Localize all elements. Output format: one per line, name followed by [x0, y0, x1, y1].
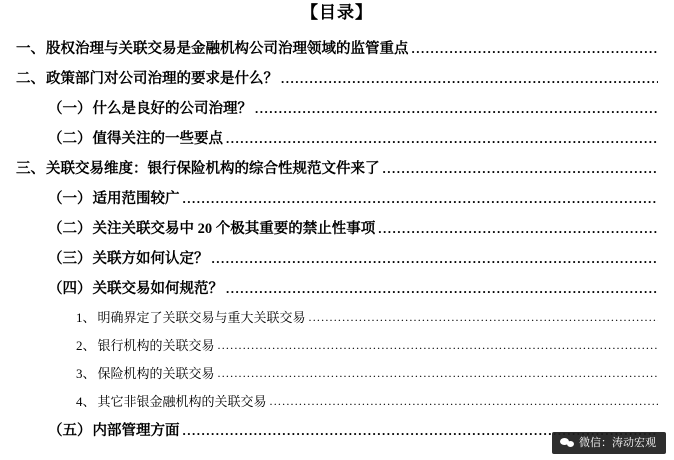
toc-entry[interactable] — [14, 298, 660, 326]
toc-leader-dots — [212, 254, 659, 269]
toc-entry-label: 内部管理方面 — [92, 423, 180, 439]
toc-entry-label: 值得关注的一些要点 — [92, 131, 223, 147]
toc-leader-dots — [378, 224, 658, 239]
toc-entry[interactable] — [14, 382, 660, 410]
toc-leader-dots — [270, 397, 658, 410]
toc-leader-dots — [281, 74, 658, 89]
toc-entry[interactable] — [14, 208, 660, 238]
toc-entry-label: 关联方如何认定？ — [92, 251, 209, 267]
toc-entry[interactable] — [14, 88, 660, 118]
toc-entry-number: 2、 — [76, 338, 96, 353]
toc-entry-label: 其它非银金融机构的关联交易 — [97, 394, 267, 409]
toc-leader-dots — [218, 341, 658, 354]
toc-entry-label: 银行机构的关联交易 — [97, 338, 215, 353]
toc-entry-number: 二、 — [16, 71, 45, 87]
toc-entry-number: 一、 — [16, 41, 45, 57]
toc-entry-number: （二） — [48, 131, 92, 147]
toc-entry-label: 关注关联交易中 20 个极其重要的禁止性事项 — [92, 221, 376, 237]
toc-leader-dots — [218, 369, 658, 382]
toc-leader-dots — [226, 134, 658, 149]
toc-entry[interactable] — [14, 354, 660, 382]
toc-entry-number: （一） — [48, 101, 92, 117]
toc-entry-label: 股权治理与关联交易是金融机构公司治理领域的监管重点 — [46, 41, 409, 57]
toc-entry-label: 什么是良好的公司治理？ — [92, 101, 252, 117]
toc-entry[interactable] — [14, 58, 660, 88]
table-of-contents — [14, 28, 660, 440]
toc-entry[interactable] — [14, 178, 660, 208]
page-title: 【目录】 — [301, 3, 373, 22]
toc-entry-number: （二） — [48, 221, 92, 237]
toc-entry-label: 政策部门对公司治理的要求是什么？ — [46, 71, 278, 87]
toc-entry-number: 1、 — [76, 310, 96, 325]
toc-entry-label: 关联交易维度：银行保险机构的综合性规范文件来了 — [46, 161, 380, 177]
toc-entry[interactable] — [14, 28, 660, 58]
toc-entry-label: 保险机构的关联交易 — [97, 366, 215, 381]
toc-entry-number: （一） — [48, 191, 92, 207]
toc-leader-dots — [183, 194, 659, 209]
wechat-icon — [560, 437, 574, 449]
toc-leader-dots — [309, 313, 658, 326]
toc-entry-label: 明确界定了关联交易与重大关联交易 — [97, 310, 306, 325]
toc-leader-dots — [412, 44, 659, 59]
toc-entry[interactable] — [14, 118, 660, 148]
toc-entry-label: 关联交易如何规范？ — [92, 281, 223, 297]
toc-entry[interactable] — [14, 238, 660, 268]
toc-entry-number: （五） — [48, 423, 92, 439]
toc-entry[interactable] — [14, 268, 660, 298]
watermark-label: 微信：涛动宏观 — [579, 437, 656, 449]
toc-entry-label: 适用范围较广 — [92, 191, 180, 207]
toc-entry-number: 3、 — [76, 366, 96, 381]
toc-leader-dots — [255, 104, 658, 119]
toc-entry-number: （三） — [48, 251, 92, 267]
toc-entry-number: 三、 — [16, 161, 45, 177]
toc-leader-dots — [226, 284, 658, 299]
toc-entry-number: 4、 — [76, 394, 96, 409]
toc-entry[interactable] — [14, 326, 660, 354]
toc-entry[interactable] — [14, 148, 660, 178]
watermark-badge — [552, 432, 666, 454]
toc-leader-dots — [383, 164, 659, 179]
toc-entry-number: （四） — [48, 281, 92, 297]
